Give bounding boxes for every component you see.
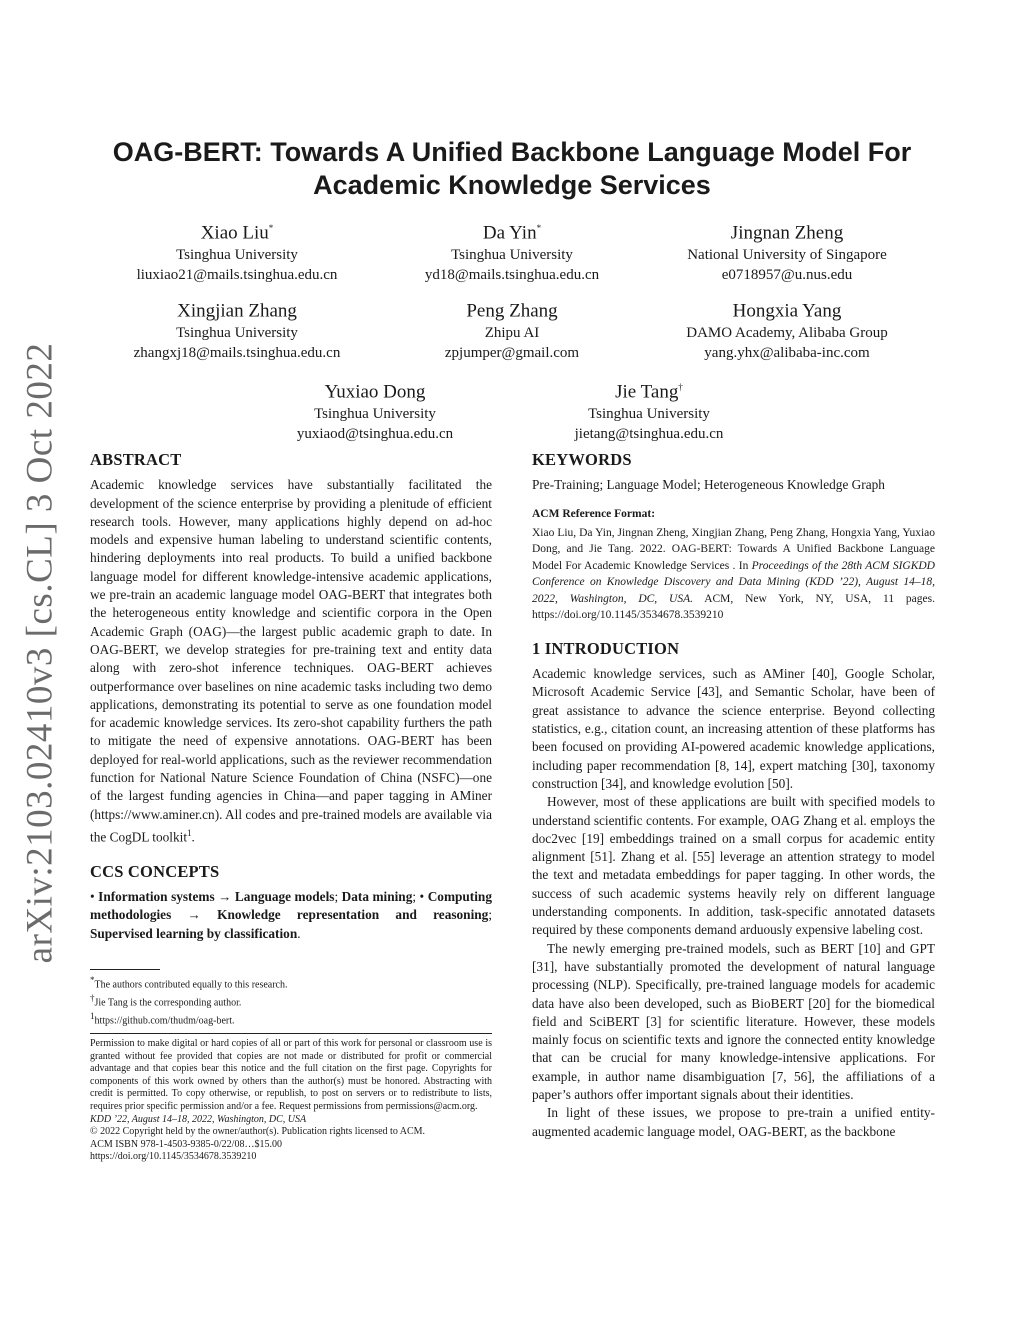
- author-email: zhangxj18@mails.tsinghua.edu.cn: [133, 345, 341, 362]
- author-email: e0718957@u.nus.edu: [721, 267, 853, 284]
- author-mark: *: [268, 223, 274, 233]
- title-line-1: OAG-BERT: Towards A Unified Backbone Language Model For: [112, 137, 912, 167]
- footnote-ref: 1: [187, 827, 192, 838]
- author-affiliation: Tsinghua University: [176, 325, 298, 342]
- author-name: Yuxiao Dong: [324, 381, 426, 403]
- author-affiliation: National University of Singapore: [687, 247, 887, 264]
- ccs-concepts: • Information systems → Language models; Data mining; • Computing methodologies → Knowledge representation and reasoning; Supervised learning by classification.: [90, 888, 493, 941]
- footnote-mark: 1: [90, 1010, 95, 1021]
- ccs-heading: CCS CONCEPTS: [90, 861, 220, 881]
- title-line-2: Academic Knowledge Services: [313, 170, 711, 200]
- intro-paragraph: However, most of these applications are built with specified models to understand scientific contents. For example, OAG Zhang et al. employs the doc2vec [19] embeddings trained on a small corpus for academic entity alignment [51]. Zhang et al. [55] leverage an attention strategy to model the text and metadata embeddings for paper tagging. In other words, the success of such academic systems heavily rely on different language understanding components. In addition, task-specific annotated datasets required by these components demand arduously expensive labeling cost.: [532, 794, 935, 938]
- author-mark: †: [678, 382, 683, 392]
- copyright-notice: © 2022 Copyright held by the owner/author(s). Publication rights licensed to ACM.: [90, 1126, 426, 1138]
- ccs-separator: ;: [334, 888, 339, 904]
- footnote: †Jie Tang is the corresponding author.: [90, 992, 242, 1009]
- author-name: Xingjian Zhang: [177, 300, 297, 322]
- author-email: zpjumper@gmail.com: [444, 345, 580, 362]
- author-affiliation: DAMO Academy, Alibaba Group: [686, 325, 888, 342]
- right-column: [532, 451, 935, 1141]
- author-block: [652, 216, 922, 285]
- footnote-mark: *: [90, 975, 95, 985]
- ccs-arrow: →: [218, 888, 232, 904]
- permission-block: [90, 1038, 492, 1164]
- author-block: [387, 294, 637, 363]
- author-block: [387, 216, 637, 285]
- paper-title: [80, 136, 944, 202]
- author-name: Jie Tang: [615, 381, 679, 403]
- isbn: ACM ISBN 978-1-4503-9385-0/22/08…$15.00: [90, 1138, 282, 1150]
- ccs-separator: ;: [412, 888, 417, 904]
- author-email: jietang@tsinghua.edu.cn: [574, 426, 724, 443]
- ccs-term: Data mining: [341, 888, 413, 904]
- author-email: liuxiao21@mails.tsinghua.edu.cn: [136, 267, 338, 284]
- conference-info: KDD ’22, August 14–18, 2022, Washington, DC, USA: [90, 1113, 307, 1125]
- author-name: Da Yin: [482, 222, 537, 244]
- author-mark: *: [536, 223, 542, 233]
- intro-paragraph: The newly emerging pre-trained models, such as BERT [10] and GPT [31], have substantially promoted the development of natural language processing (NLP). Specifically, pre-trained language models for academic data have also been developed, such as BioBERT [20] for the biomedical field and SciBERT [3] for scientific literature. However, these models mainly focus on scientific texts and ignore the connected entity knowledge that can be crucial for many knowledge-intensive applications. For example, in author name disambiguation [7, 56], the affiliations of a paper’s authors offer important signals about their identities.: [532, 940, 935, 1103]
- doi-link: https://doi.org/10.1145/3534678.3539210: [90, 1151, 257, 1163]
- left-column: [90, 451, 492, 943]
- author-affiliation: Tsinghua University: [588, 406, 710, 423]
- ccs-term: Information systems: [98, 888, 215, 904]
- arxiv-sidebar: [14, 342, 66, 964]
- footnote: $^1$https://github.com/thudm/oag-bert.: [90, 1010, 235, 1027]
- ccs-term: Language models: [234, 888, 335, 904]
- author-name: Jingnan Zheng: [730, 222, 844, 244]
- author-name: Xiao Liu: [200, 222, 269, 244]
- ccs-term: Computing methodologies: [90, 888, 492, 923]
- footnote-mark: †: [90, 992, 95, 1003]
- author-affiliation: Zhipu AI: [484, 325, 540, 342]
- ccs-bullet: •: [90, 888, 95, 904]
- author-affiliation: Tsinghua University: [176, 247, 298, 264]
- keywords-text: Pre-Training; Language Model; Heterogeneous Knowledge Graph: [532, 477, 885, 493]
- ccs-term: Knowledge representation and reasoning: [217, 907, 489, 923]
- footnotes: [90, 974, 492, 1028]
- ccs-bullet: •: [419, 888, 425, 904]
- ccs-term: Supervised learning by classification: [90, 925, 298, 941]
- acm-reference-heading: ACM Reference Format:: [532, 507, 656, 520]
- author-email: yuxiaod@tsinghua.edu.cn: [296, 426, 454, 443]
- author-block: [524, 375, 774, 444]
- footnote: *The authors contributed equally to this research.: [90, 975, 288, 991]
- author-block: [112, 216, 362, 285]
- intro-paragraph: In light of these issues, we propose to pre-train a unified entity-augmented academic language model, OAG-BERT, as the backbone: [532, 1105, 935, 1139]
- author-name: Hongxia Yang: [732, 300, 842, 322]
- author-affiliation: Tsinghua University: [451, 247, 573, 264]
- introduction-heading: 1 INTRODUCTION: [532, 638, 680, 658]
- intro-paragraph: Academic knowledge services, such as AMiner [40], Google Scholar, Microsoft Academic Service [43], and Semantic Scholar, have been of great assistance to advance the science enterprise. Beyond collecting statistics, e.g., citation count, an increasing attention of these platforms has been focused on providing AI-powered academic knowledge applications, including paper recommendation [8, 14], expert matching [30], taxonomy construction [34], and knowledge evolution [50].: [532, 666, 935, 791]
- author-email: yd18@mails.tsinghua.edu.cn: [424, 267, 600, 284]
- author-block: [652, 294, 922, 363]
- ccs-arrow: →: [187, 907, 201, 923]
- ccs-separator: ;: [488, 907, 493, 923]
- abstract-end: .: [191, 829, 195, 845]
- acm-reference-text: Xiao Liu, Da Yin, Jingnan Zheng, Xingjian Zhang, Peng Zhang, Hongxia Yang, Yuxiao Dong, and Jie Tang. 2022. OAG-BERT: Towards A Unified Backbone Language Model For Academic Knowledge Services . In Proceedings of the 28th ACM SIGKDD Conference on Knowledge Discovery and Data Mining (KDD ’22), August 14–18, 2022, Washington, DC, USA. ACM, New York, NY, USA, 11 pages. https://doi.org/10.1145/3534678.3539210: [532, 526, 935, 622]
- arxiv-identifier: arXiv:2103.02410v3 [cs.CL] 3 Oct 2022: [19, 342, 61, 964]
- keywords-heading: KEYWORDS: [532, 450, 632, 469]
- abstract-body: Academic knowledge services have substantially facilitated the development of the science enterprise by providing a plenitude of efficient research tools. However, many applications highly depend on ad-hoc models and expensive human labeling to understand scientific contents, hindering deployments into real products. To build a unified backbone language model for different knowledge-intensive academic applications, we pre-train an academic language model OAG-BERT that integrates both the heterogeneous entity knowledge and scientific corpora in the Open Academic Graph (OAG)—the largest public academic graph to date. In OAG-BERT, we develop strategies for pre-training text and entity data along with zero-shot inference techniques. OAG-BERT achieves outperformance over baselines on nine academic tasks including two demo applications, demonstrating its potential to serve as one foundation model for academic knowledge services. Its zero-shot capability furthers the path to mitigate the need of expensive annotations. OAG-BERT has been deployed for real-world applications, such as the reviewer recommendation function for National Nature Science Foundation of China (NSFC)—one of the largest funding agencies in China—and paper tagging in AMiner (https://www.aminer.cn). All codes and pre-trained models are available via the CogDL toolkit: [90, 477, 492, 845]
- author-name: Peng Zhang: [466, 300, 558, 322]
- abstract-text: [90, 476, 492, 846]
- author-block: [112, 294, 362, 363]
- permission-text: Permission to make digital or hard copies of all or part of this work for personal or classroom use is granted without fee provided that copies are not made or distributed for profit or commercial advantage and that copies bear this notice and the full citation on the first page. Copyrights for components of this work owned by others than the author(s) must be honored. Abstracting with credit is permitted. To copy otherwise, or republish, to post on servers or to redistribute to lists, requires prior specific permission and/or a fee. Request permissions from permissions@acm.org.: [90, 1038, 492, 1112]
- abstract-heading: ABSTRACT: [90, 450, 182, 469]
- permission-rule: [90, 1033, 492, 1034]
- author-block: [250, 375, 500, 444]
- footnote-rule: [90, 969, 160, 970]
- author-email: yang.yhx@alibaba-inc.com: [704, 345, 870, 362]
- author-affiliation: Tsinghua University: [314, 406, 436, 423]
